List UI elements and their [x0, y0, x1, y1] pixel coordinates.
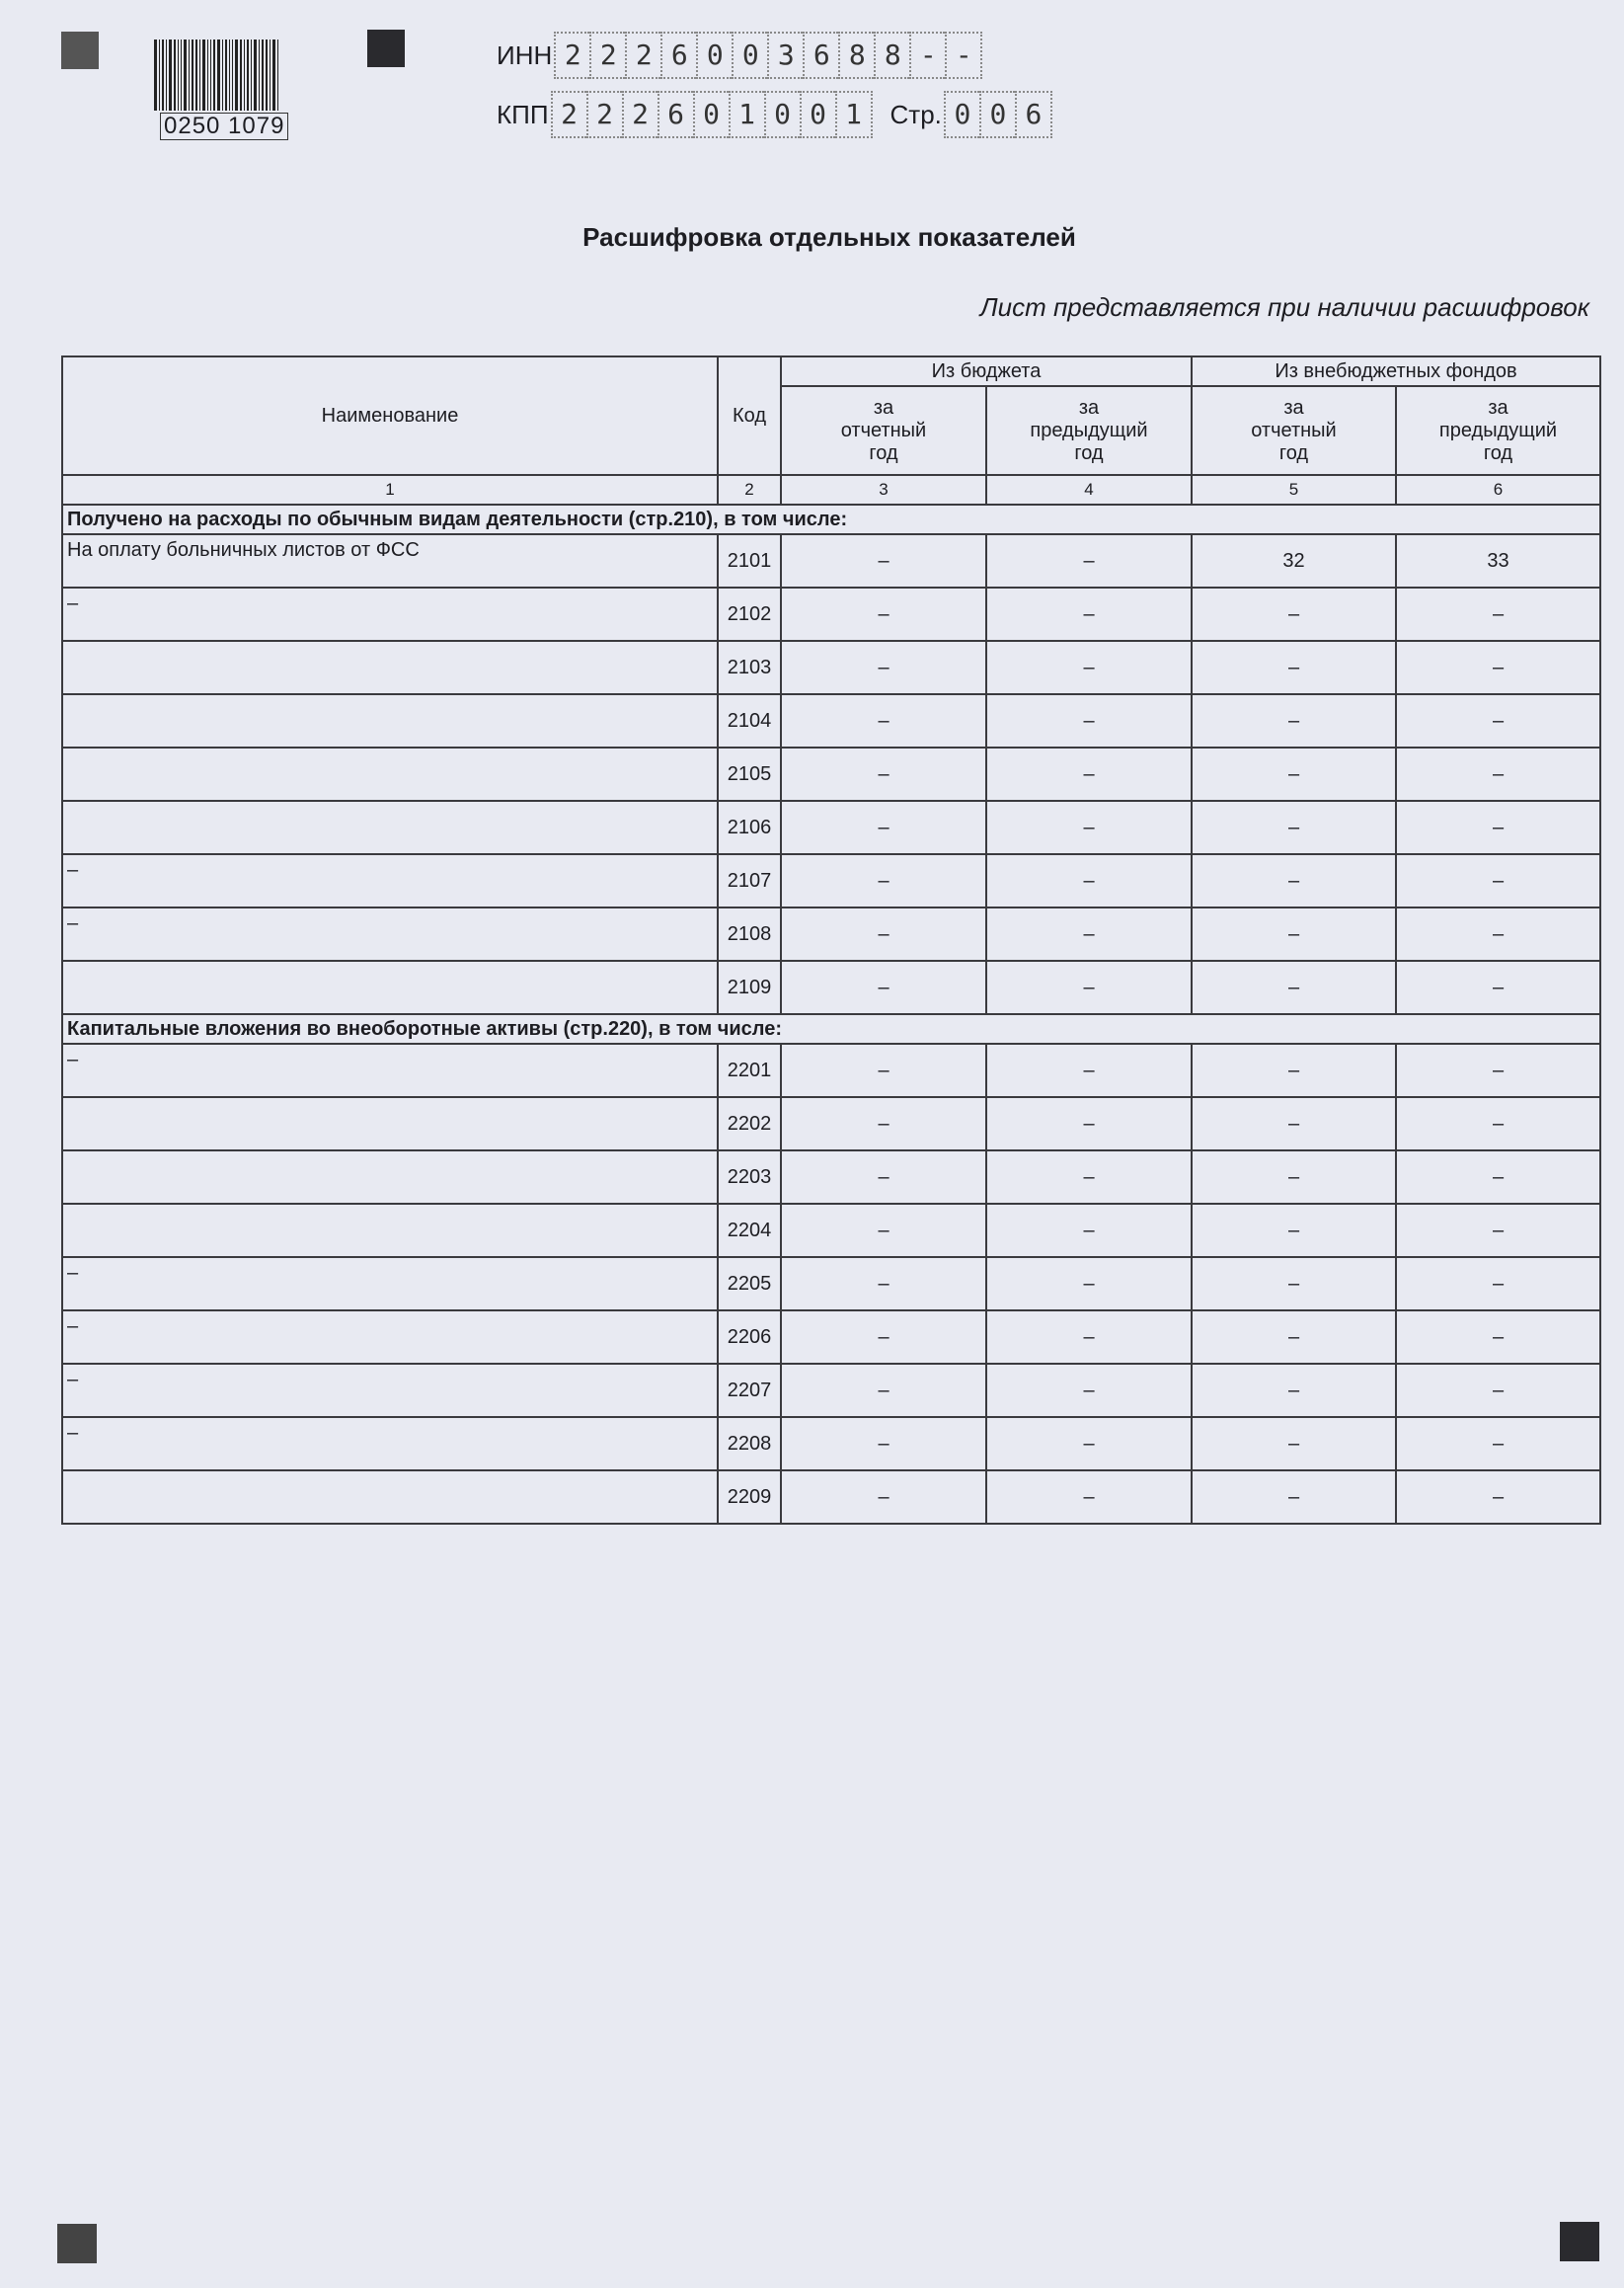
- value-cell: –: [781, 1150, 986, 1204]
- value-cell: –: [986, 1470, 1192, 1524]
- value-cell: –: [986, 588, 1192, 641]
- kpp-digit-cell: 6: [657, 91, 693, 138]
- table-row: [62, 801, 1600, 854]
- row-name-cell: [62, 1470, 718, 1524]
- value-cell: –: [781, 1470, 986, 1524]
- value-cell: –: [986, 1204, 1192, 1257]
- value-cell: –: [1396, 961, 1600, 1014]
- value-cell: –: [986, 1310, 1192, 1364]
- row-name-cell: –: [62, 1310, 718, 1364]
- row-name-cell: –: [62, 1257, 718, 1310]
- kpp-digit-cell: 0: [764, 91, 800, 138]
- value-cell: –: [1192, 1044, 1396, 1097]
- table-row: [62, 1097, 1600, 1150]
- value-cell: –: [781, 588, 986, 641]
- table-row: [62, 1044, 1600, 1097]
- row-name-cell: –: [62, 1417, 718, 1470]
- value-cell: –: [781, 961, 986, 1014]
- kpp-digit-cell: 0: [800, 91, 835, 138]
- section-title: Получено на расходы по обычным видам деятельности (стр.210), в том числе:: [62, 505, 1600, 534]
- kpp-row: [497, 91, 1052, 138]
- value-cell: –: [986, 907, 1192, 961]
- value-cell: –: [781, 1417, 986, 1470]
- value-cell: –: [986, 1150, 1192, 1204]
- header-budget: Из бюджета: [781, 356, 1192, 386]
- inn-digit-cell: 0: [732, 32, 767, 79]
- table-row: [62, 1204, 1600, 1257]
- page-cells: [944, 91, 1052, 138]
- table-row: [62, 1310, 1600, 1364]
- page-title: Расшифровка отдельных показателей: [582, 222, 1076, 252]
- value-cell: –: [986, 1097, 1192, 1150]
- value-cell: –: [1192, 801, 1396, 854]
- kpp-digit-cell: 2: [622, 91, 657, 138]
- table-row: [62, 694, 1600, 748]
- table-row: [62, 1364, 1600, 1417]
- table-row: [62, 588, 1600, 641]
- corner-marker-bottom-right: [1560, 2222, 1599, 2261]
- inn-digit-cell: -: [945, 32, 982, 79]
- header-budget-previous: за предыдущий год: [986, 386, 1192, 475]
- corner-marker-top-right: [367, 30, 405, 67]
- value-cell: –: [1396, 854, 1600, 907]
- value-cell: –: [781, 534, 986, 588]
- inn-digit-cell: 0: [696, 32, 732, 79]
- row-name-cell: [62, 1204, 718, 1257]
- value-cell: –: [986, 854, 1192, 907]
- value-cell: –: [986, 748, 1192, 801]
- value-cell: –: [1192, 694, 1396, 748]
- kpp-digit-cell: 0: [693, 91, 729, 138]
- value-cell: –: [1396, 1097, 1600, 1150]
- header-name: Наименование: [62, 356, 718, 475]
- value-cell: –: [1396, 641, 1600, 694]
- value-cell: –: [781, 1044, 986, 1097]
- value-cell: –: [986, 534, 1192, 588]
- value-cell: –: [1192, 1150, 1396, 1204]
- row-code-cell: 2105: [718, 748, 781, 801]
- value-cell: –: [781, 1364, 986, 1417]
- value-cell: –: [1396, 1044, 1600, 1097]
- kpp-digit-cell: 2: [586, 91, 622, 138]
- table-row: [62, 907, 1600, 961]
- table-row: [62, 534, 1600, 588]
- column-number: 2: [718, 475, 781, 505]
- value-cell: –: [986, 1364, 1192, 1417]
- row-code-cell: 2207: [718, 1364, 781, 1417]
- table-row: [62, 748, 1600, 801]
- value-cell: –: [986, 1044, 1192, 1097]
- inn-digit-cell: 2: [554, 32, 589, 79]
- row-name-cell: –: [62, 588, 718, 641]
- page-digit-cell: 0: [944, 91, 979, 138]
- value-cell: –: [986, 961, 1192, 1014]
- corner-marker-top-left: [61, 32, 99, 69]
- value-cell: –: [986, 1417, 1192, 1470]
- inn-digit-cell: 2: [625, 32, 660, 79]
- row-name-cell: [62, 641, 718, 694]
- value-cell: –: [1396, 1417, 1600, 1470]
- value-cell: –: [1192, 1470, 1396, 1524]
- barcode-number: 0250 1079: [160, 113, 288, 140]
- row-code-cell: 2208: [718, 1417, 781, 1470]
- row-name-cell: [62, 801, 718, 854]
- header-code: Код: [718, 356, 781, 475]
- row-code-cell: 2109: [718, 961, 781, 1014]
- page-digit-cell: 0: [979, 91, 1015, 138]
- table-row: [62, 641, 1600, 694]
- value-cell: –: [1192, 641, 1396, 694]
- value-cell: 33: [1396, 534, 1600, 588]
- table-row: [62, 1417, 1600, 1470]
- value-cell: –: [781, 694, 986, 748]
- value-cell: –: [1192, 1417, 1396, 1470]
- value-cell: –: [1192, 1204, 1396, 1257]
- value-cell: –: [781, 907, 986, 961]
- kpp-digit-cell: 2: [551, 91, 586, 138]
- inn-digit-cell: 8: [838, 32, 874, 79]
- column-number: 1: [62, 475, 718, 505]
- row-code-cell: 2102: [718, 588, 781, 641]
- row-code-cell: 2101: [718, 534, 781, 588]
- inn-digit-cell: 3: [767, 32, 803, 79]
- row-code-cell: 2205: [718, 1257, 781, 1310]
- value-cell: –: [1192, 1310, 1396, 1364]
- value-cell: –: [781, 801, 986, 854]
- table-row: [62, 1257, 1600, 1310]
- value-cell: –: [1396, 1257, 1600, 1310]
- value-cell: –: [781, 1257, 986, 1310]
- inn-digit-cell: 6: [803, 32, 838, 79]
- value-cell: –: [781, 1310, 986, 1364]
- column-number-row: [62, 475, 1600, 505]
- value-cell: –: [986, 694, 1192, 748]
- row-name-cell: [62, 1150, 718, 1204]
- kpp-cells: [551, 91, 873, 138]
- column-number: 5: [1192, 475, 1396, 505]
- row-code-cell: 2103: [718, 641, 781, 694]
- value-cell: –: [1192, 588, 1396, 641]
- section-header-row: [62, 1014, 1600, 1044]
- row-code-cell: 2201: [718, 1044, 781, 1097]
- row-code-cell: 2106: [718, 801, 781, 854]
- value-cell: –: [1396, 1310, 1600, 1364]
- page-label: Стр.: [889, 99, 942, 129]
- table-body: [62, 475, 1600, 1524]
- value-cell: –: [1192, 854, 1396, 907]
- row-name-cell: [62, 961, 718, 1014]
- inn-digit-cell: -: [909, 32, 945, 79]
- value-cell: –: [1192, 1364, 1396, 1417]
- row-code-cell: 2108: [718, 907, 781, 961]
- table-row: [62, 961, 1600, 1014]
- row-name-cell: –: [62, 854, 718, 907]
- value-cell: –: [781, 1097, 986, 1150]
- header-budget-current: за отчетный год: [781, 386, 986, 475]
- value-cell: –: [1396, 1364, 1600, 1417]
- value-cell: –: [1192, 961, 1396, 1014]
- value-cell: 32: [1192, 534, 1396, 588]
- value-cell: –: [986, 801, 1192, 854]
- value-cell: –: [1396, 694, 1600, 748]
- row-name-cell: [62, 1097, 718, 1150]
- row-code-cell: 2209: [718, 1470, 781, 1524]
- inn-label: ИНН: [497, 39, 553, 70]
- row-code-cell: 2204: [718, 1204, 781, 1257]
- value-cell: –: [781, 641, 986, 694]
- value-cell: –: [1396, 1150, 1600, 1204]
- row-code-cell: 2107: [718, 854, 781, 907]
- row-code-cell: 2104: [718, 694, 781, 748]
- value-cell: –: [781, 748, 986, 801]
- table-row: [62, 1150, 1600, 1204]
- table-row: [62, 854, 1600, 907]
- row-name-cell: –: [62, 907, 718, 961]
- inn-digit-cell: 2: [589, 32, 625, 79]
- header-offbudget-previous: за предыдущий год: [1396, 386, 1600, 475]
- row-name-cell: На оплату больничных листов от ФСС: [62, 534, 718, 588]
- value-cell: –: [1192, 1097, 1396, 1150]
- value-cell: –: [1396, 801, 1600, 854]
- column-number: 6: [1396, 475, 1600, 505]
- inn-cells: [554, 32, 982, 79]
- value-cell: –: [1396, 907, 1600, 961]
- value-cell: –: [1192, 1257, 1396, 1310]
- page-digit-cell: 6: [1015, 91, 1052, 138]
- corner-marker-bottom-left: [57, 2224, 97, 2263]
- section-title: Капитальные вложения во внеоборотные активы (стр.220), в том числе:: [62, 1014, 1600, 1044]
- header-offbudget-current: за отчетный год: [1192, 386, 1396, 475]
- table-row: [62, 1470, 1600, 1524]
- row-name-cell: –: [62, 1364, 718, 1417]
- inn-digit-cell: 8: [874, 32, 909, 79]
- inn-digit-cell: 6: [660, 32, 696, 79]
- value-cell: –: [986, 641, 1192, 694]
- value-cell: –: [1396, 748, 1600, 801]
- row-code-cell: 2206: [718, 1310, 781, 1364]
- row-code-cell: 2202: [718, 1097, 781, 1150]
- header-offbudget: Из внебюджетных фондов: [1192, 356, 1600, 386]
- value-cell: –: [781, 1204, 986, 1257]
- section-header-row: [62, 505, 1600, 534]
- row-name-cell: [62, 748, 718, 801]
- indicators-table: [61, 355, 1601, 1525]
- value-cell: –: [986, 1257, 1192, 1310]
- value-cell: –: [1192, 907, 1396, 961]
- barcode-bars: [154, 39, 312, 111]
- row-name-cell: [62, 694, 718, 748]
- value-cell: –: [1396, 1470, 1600, 1524]
- kpp-digit-cell: 1: [835, 91, 873, 138]
- value-cell: –: [1396, 588, 1600, 641]
- inn-row: [497, 32, 982, 79]
- page-subtitle: Лист представляется при наличии расшифровок: [979, 292, 1589, 322]
- column-number: 4: [986, 475, 1192, 505]
- value-cell: –: [1396, 1204, 1600, 1257]
- row-code-cell: 2203: [718, 1150, 781, 1204]
- kpp-digit-cell: 1: [729, 91, 764, 138]
- kpp-label: КПП: [497, 99, 549, 129]
- value-cell: –: [1192, 748, 1396, 801]
- barcode: [154, 39, 312, 140]
- column-number: 3: [781, 475, 986, 505]
- value-cell: –: [781, 854, 986, 907]
- row-name-cell: –: [62, 1044, 718, 1097]
